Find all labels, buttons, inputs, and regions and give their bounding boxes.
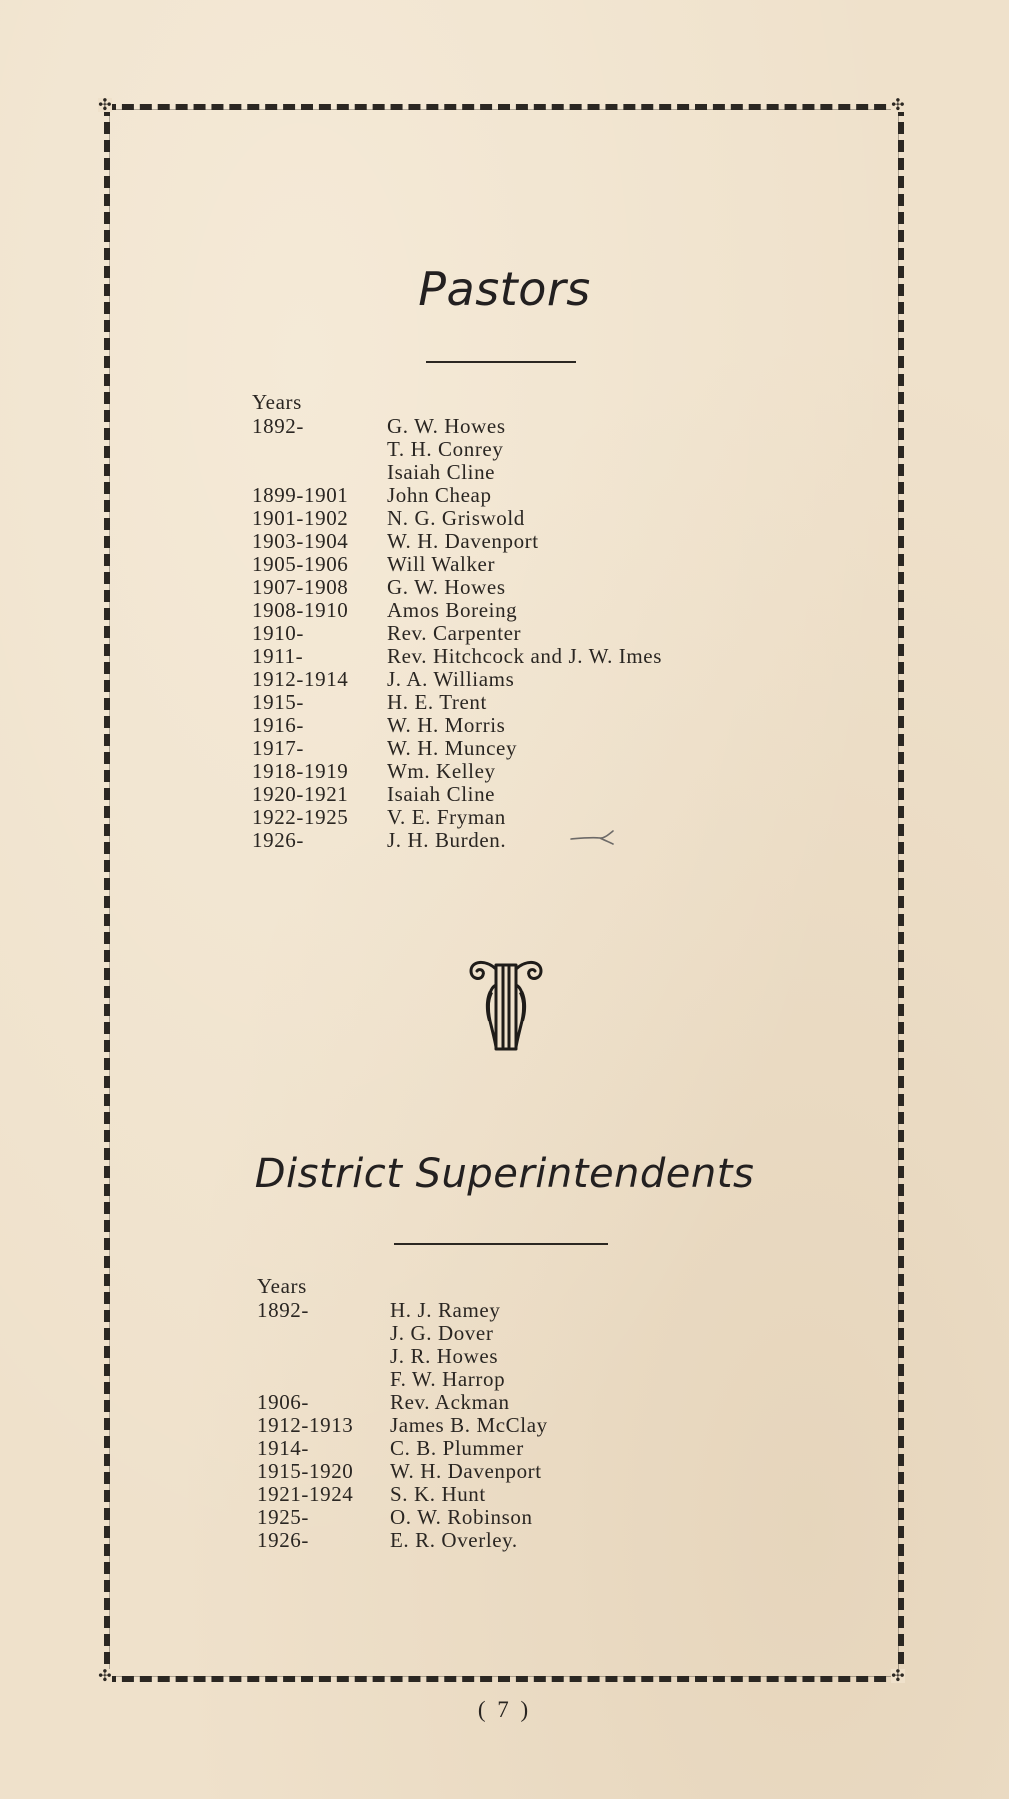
lyre-ornament-icon	[467, 955, 545, 1053]
table-row	[252, 575, 506, 599]
table-row	[252, 506, 525, 530]
year-cell: 1914-	[257, 1436, 309, 1460]
year-cell: 1912-1913	[257, 1413, 354, 1437]
corner-flourish-icon: ✣	[98, 1666, 112, 1685]
name-cell: Isaiah Cline	[387, 782, 496, 806]
ds-rows	[257, 1298, 548, 1552]
table-row	[252, 805, 506, 829]
table-row	[252, 552, 496, 576]
year-cell: 1916-	[252, 713, 304, 737]
table-row	[257, 1390, 510, 1414]
name-cell: John Cheap	[387, 483, 492, 507]
district-superintendents-list	[257, 1274, 548, 1552]
name-cell: J. H. Burden.	[387, 828, 507, 852]
table-row	[252, 828, 507, 852]
pastors-years-label: Years	[252, 390, 302, 414]
name-cell: H. J. Ramey	[390, 1298, 501, 1322]
name-cell: W. H. Morris	[387, 713, 506, 737]
year-cell: 1901-1902	[252, 506, 349, 530]
year-cell: 1926-	[257, 1528, 309, 1552]
year-cell: 1915-	[252, 690, 304, 714]
name-cell: E. R. Overley.	[390, 1528, 518, 1552]
year-cell: 1910-	[252, 621, 304, 645]
pastors-heading: Pastors	[418, 262, 591, 316]
ds-years-label: Years	[257, 1274, 307, 1298]
table-row	[257, 1436, 524, 1460]
name-cell: T. H. Conrey	[387, 437, 504, 461]
pastors-divider	[426, 361, 576, 363]
page-number: ( 7 )	[477, 1697, 532, 1722]
table-row	[257, 1505, 533, 1529]
table-row	[252, 690, 487, 714]
name-cell: S. K. Hunt	[390, 1482, 486, 1506]
table-row	[252, 736, 518, 760]
name-cell: J. R. Howes	[390, 1344, 499, 1368]
table-row	[252, 529, 539, 553]
table-row	[252, 759, 496, 783]
name-cell: N. G. Griswold	[387, 506, 525, 530]
name-cell: W. H. Davenport	[387, 529, 539, 553]
year-cell: 1899-1901	[252, 483, 349, 507]
district-superintendents-heading: District Superintendents	[254, 1151, 755, 1197]
pastors-list	[252, 390, 662, 852]
table-row	[252, 437, 504, 461]
name-cell: Rev. Ackman	[390, 1390, 510, 1414]
name-cell: Wm. Kelley	[387, 759, 496, 783]
year-cell: 1921-1924	[257, 1482, 354, 1506]
year-cell: 1911-	[252, 644, 304, 668]
district-superintendents-divider	[394, 1243, 608, 1245]
table-row	[257, 1482, 486, 1506]
table-row	[252, 483, 492, 507]
table-row	[252, 598, 518, 622]
table-row	[252, 621, 522, 645]
corner-flourish-icon: ✣	[98, 95, 112, 114]
name-cell: G. W. Howes	[387, 575, 506, 599]
year-cell: 1925-	[257, 1505, 309, 1529]
table-row	[257, 1413, 548, 1437]
table-row	[252, 713, 506, 737]
table-row	[257, 1459, 542, 1483]
name-cell: G. W. Howes	[387, 414, 506, 438]
name-cell: O. W. Robinson	[390, 1505, 533, 1529]
name-cell: V. E. Fryman	[387, 805, 506, 829]
name-cell: W. H. Muncey	[387, 736, 518, 760]
year-cell: 1908-1910	[252, 598, 349, 622]
year-cell: 1903-1904	[252, 529, 349, 553]
year-cell: 1905-1906	[252, 552, 349, 576]
name-cell: James B. McClay	[390, 1413, 548, 1437]
name-cell: J. A. Williams	[387, 667, 515, 691]
year-cell: 1892-	[257, 1298, 309, 1322]
table-row	[252, 414, 506, 438]
table-row	[257, 1528, 518, 1552]
year-cell: 1918-1919	[252, 759, 349, 783]
name-cell: H. E. Trent	[387, 690, 487, 714]
name-cell: Amos Boreing	[387, 598, 518, 622]
table-row	[252, 460, 496, 484]
year-cell: 1917-	[252, 736, 304, 760]
pencil-check-mark-icon	[570, 829, 614, 845]
name-cell: J. G. Dover	[390, 1321, 494, 1345]
table-row	[252, 782, 496, 806]
year-cell: 1922-1925	[252, 805, 349, 829]
table-row	[257, 1367, 506, 1391]
name-cell: Rev. Hitchcock and J. W. Imes	[387, 644, 662, 668]
year-cell: 1892-	[252, 414, 304, 438]
table-row	[257, 1298, 501, 1322]
corner-flourish-icon: ✣	[891, 95, 905, 114]
year-cell: 1907-1908	[252, 575, 349, 599]
year-cell: 1926-	[252, 828, 304, 852]
pastors-rows	[252, 414, 662, 852]
table-row	[252, 644, 662, 668]
table-row	[257, 1321, 494, 1345]
name-cell: Rev. Carpenter	[387, 621, 522, 645]
table-row	[257, 1344, 499, 1368]
corner-flourish-icon: ✣	[891, 1666, 905, 1685]
name-cell: Isaiah Cline	[387, 460, 496, 484]
year-cell: 1912-1914	[252, 667, 349, 691]
name-cell: W. H. Davenport	[390, 1459, 542, 1483]
name-cell: F. W. Harrop	[390, 1367, 506, 1391]
year-cell: 1906-	[257, 1390, 309, 1414]
year-cell: 1915-1920	[257, 1459, 354, 1483]
name-cell: Will Walker	[387, 552, 496, 576]
year-cell: 1920-1921	[252, 782, 349, 806]
table-row	[252, 667, 515, 691]
name-cell: C. B. Plummer	[390, 1436, 524, 1460]
